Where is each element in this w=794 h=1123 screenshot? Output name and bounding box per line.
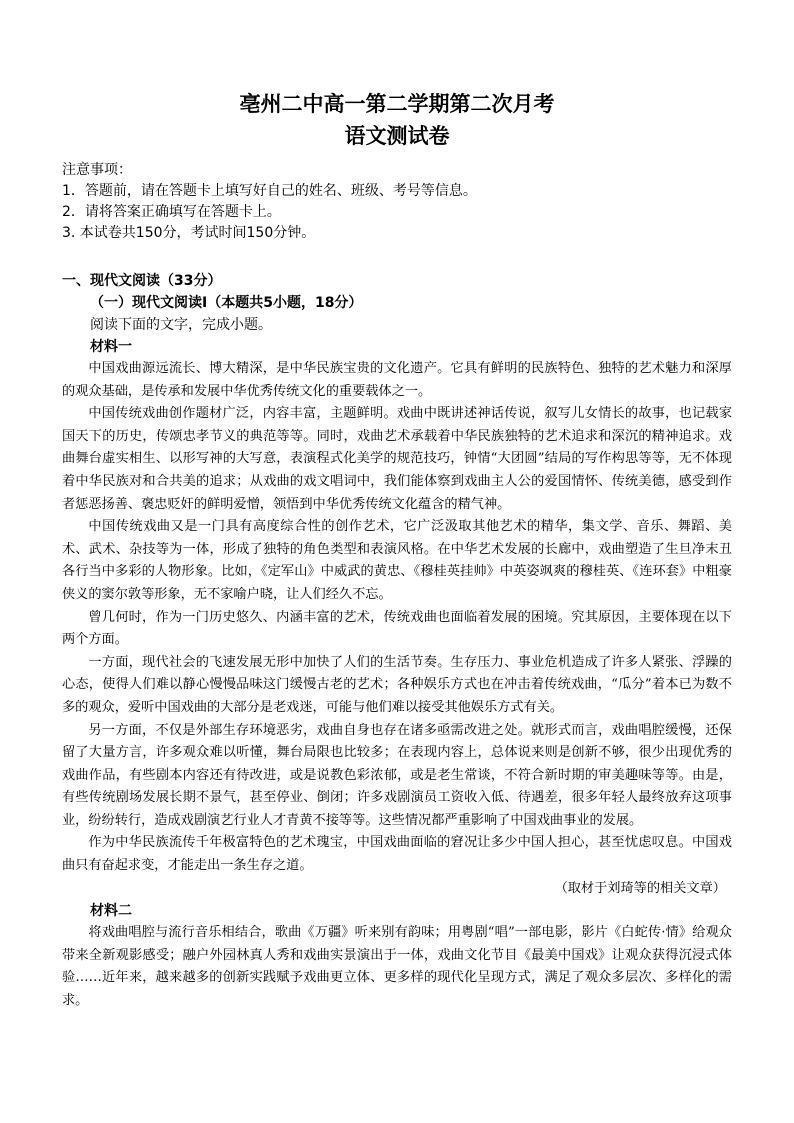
section-heading: 一、现代文阅读（33分） xyxy=(62,273,222,289)
material-one-paragraph: 作为中华民族流传千年极富特色的艺术瑰宝，中国戏曲面临的窘况让多少中国人担心，甚至忧虑叹息。中国戏曲只有奋起求变，才能走出一条生存之道。 xyxy=(62,835,732,874)
notes-item: 1．答题前，请在答题卡上填写好自己的姓名、班级、考号等信息。 xyxy=(62,183,477,199)
exam-title-line2: 语文测试卷 xyxy=(344,124,450,148)
material-one-paragraph: 中国传统戏曲创作题材广泛，内容丰富，主题鲜明。戏曲中既讲述神话传说，叙写儿女情长的故事，也记载家国天下的历史，传颂忠孝节义的典范等等。同时，戏曲艺术承载着中华民族独特的艺术追求和深沉的精神追求。戏曲舞台虚实相生、以形写神的大写意，表演程式化美学的规范技巧，钟情“大团圆”结局的写作构思等等，无不体现着中华民族对和合共美的追求；从戏曲的戏文唱词中，我们能体察到戏曲主人公的爱国情怀、传统美德，感受到作者惩恶扬善、褒忠贬奸的鲜明爱憎，领悟到中华优秀传统文化蕴含的精气神。 xyxy=(62,406,732,512)
material-one-source: （取材于刘琦等的相关文章） xyxy=(554,880,726,896)
notes-item: 3. 本试卷共150分，考试时间150分钟。 xyxy=(62,225,316,241)
notes-block xyxy=(62,160,732,244)
material-one-paragraph: 中国传统戏曲又是一门具有高度综合性的创作艺术，它广泛汲取其他艺术的精华，集文学、音乐、舞蹈、美术、武术、杂技等为一体，形成了独特的角色类型和表演风格。在中华艺术发展的长廊中，戏曲塑造了生旦净末丑各行当中多彩的人物形象。比如，《定军山》中威武的黄忠、《穆桂英挂帅》中英姿飒爽的穆桂英、《连环套》中粗豪侠义的窦尔敦等形象，无不家喻户晓，让人们经久不忘。 xyxy=(62,519,732,602)
exam-title-line1: 亳州二中高一第二学期第二次月考 xyxy=(239,92,555,116)
subsection-heading: （一）现代文阅读Ⅰ（本题共5小题，18分） xyxy=(90,295,363,311)
material-two-paragraph: 将戏曲唱腔与流行音乐相结合，歌曲《万疆》听来别有韵味；用粤剧“唱”一部电影，影片《白蛇传·情》给观众带来全新观影感受；融户外园林真人秀和戏曲实景演出于一体，戏曲文化节目《最美中国戏》让观众获得沉浸式体验……近年来，越来越多的创新实践赋予戏曲更立体、更多样的现代化呈现方式，满足了观众多层次、多样化的需求。 xyxy=(62,925,732,1009)
notes-item: 2．请将答案正确填写在答题卡上。 xyxy=(62,204,281,220)
material-one-paragraph: 中国戏曲源远流长、博大精深，是中华民族宝贵的文化遗产。它具有鲜明的民族特色、独特的艺术魅力和深厚的观众基础，是传承和发展中华优秀传统文化的重要载体之一。 xyxy=(62,361,732,399)
notes-heading: 注意事项： xyxy=(62,162,132,178)
material-one-paragraph: 一方面，现代社会的飞速发展无形中加快了人们的生活节奏。生存压力、事业危机造成了许多人紧张、浮躁的心态，使得人们难以静心慢慢品味这门缓慢古老的艺术；各种娱乐方式也在冲击着传统戏曲，“瓜分”着本已为数不多的观众，爱听中国戏曲的大部分是老戏迷，可能与他们难以接受其他娱乐方式有关。 xyxy=(62,654,732,715)
material-one-title: 材料一 xyxy=(90,339,132,355)
material-one-paragraph: 另一方面，不仅是外部生存环境恶劣，戏曲自身也存在诸多亟需改进之处。就形式而言，戏曲唱腔缓慢，还保留了大量方言，许多观众难以听懂，舞台局限也比较多；在表现内容上，总体说来则是创新不够，很少出现优秀的戏曲作品，有些剧本内容还有待改进，或是说教色彩浓郁，或是老生常谈，不符合新时期的审美趣味等等。由是，有些传统剧场发展长期不景气，甚至停业、倒闭；许多戏剧演员工资收入低、待遇差，很多年轻人最终放弃这项事业，纷纷转行，造成戏剧演艺行业人才青黄不接等等。这些情况都严重影响了中国戏曲事业的发展。 xyxy=(62,722,732,828)
material-one-paragraph: 曾几何时，作为一门历史悠久、内涵丰富的艺术，传统戏曲也面临着发展的困境。究其原因，主要体现在以下两个方面。 xyxy=(62,609,732,648)
material-two-title: 材料二 xyxy=(90,903,132,920)
reading-instruction: 阅读下面的文字，完成小题。 xyxy=(90,317,272,333)
